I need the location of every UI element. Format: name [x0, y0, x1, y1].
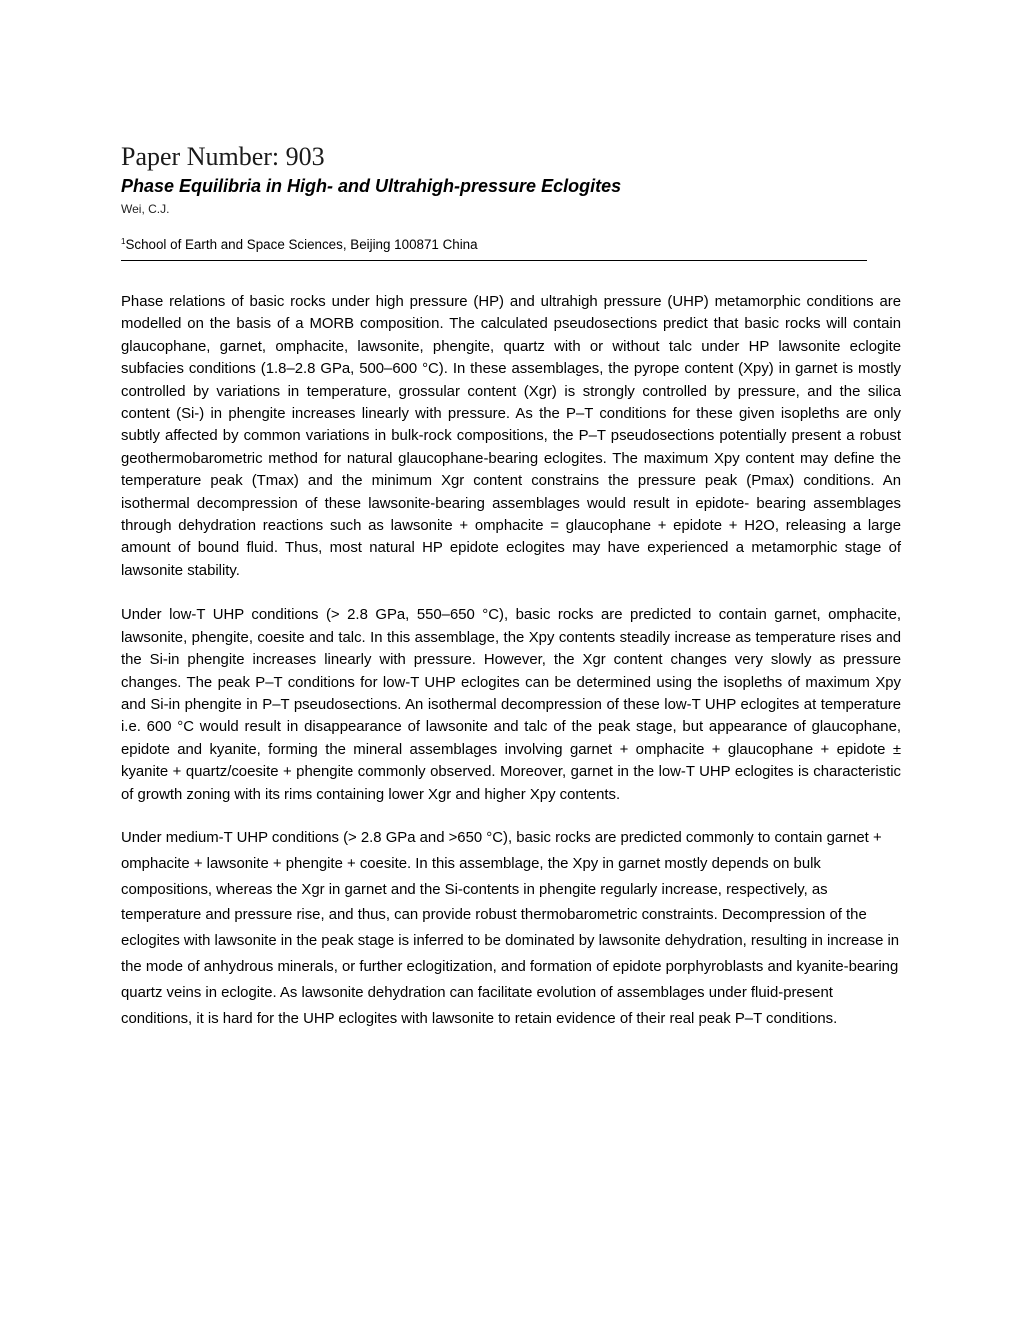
abstract-paragraph-hp: Phase relations of basic rocks under high pressure (HP) and ultrahigh pressure (UHP) metamorphic conditions are modelled on the basis of a MORB composition. The calculated pseudosections predict that basic rocks will contain glaucophane, garnet, omphacite, lawsonite, phengite, quartz with or without talc under HP lawsonite eclogite subfacies conditions (1.8–2.8 GPa, 500–600 °C). In these assemblages, the pyrope content (Xpy) in garnet is mostly controlled by variations in temperature, grossular content (Xgr) is strongly controlled by pressure, and the silica content (Si-) in phengite increases linearly with pressure. As the P–T conditions for these given isopleths are only subtly affected by common variations in bulk-rock compositions, the P–T pseudosections potentially present a robust geothermobarometric method for natural glaucophane-bearing eclogites. The maximum Xpy content may define the temperature peak (Tmax) and the minimum Xgr content constrains the pressure peak (Pmax) conditions. An isothermal decompression of these lawsonite-bearing assemblages would result in epidote- bearing assemblages through dehydration reactions such as lawsonite + omphacite = glaucophane + epidote + H2O, releasing a large amount of bound fluid. Thus, most natural HP epidote eclogites may have experienced a metamorphic stage of lawsonite stability.	[121, 294, 901, 579]
paper-number: Paper Number: 903	[121, 142, 325, 171]
document-content	[121, 140, 901, 1054]
abstract-paragraph-medium-t-uhp: Under medium-T UHP conditions (> 2.8 GPa and >650 °C), basic rocks are predicted commonly to contain garnet + omphacite + lawsonite + phengite + coesite. In this assemblage, the Xpy in garnet mostly depends on bulk compositions, whereas the Xgr in garnet and the Si-contents in phengite regularly increase, respectively, as temperature and pressure rise, and thus, can provide robust thermobarometric constraints. Decompression of the eclogites with lawsonite in the peak stage is inferred to be dominated by lawsonite dehydration, resulting in increase in the mode of anhydrous minerals, or further eclogitization, and formation of epidote porphyroblasts and kyanite-bearing quartz veins in eclogite. As lawsonite dehydration can facilitate evolution of assemblages under fluid-present conditions, it is hard for the UHP eclogites with lawsonite to retain evidence of their real peak P–T conditions.	[121, 829, 900, 1027]
abstract-body	[121, 291, 901, 1032]
paper-title: Phase Equilibria in High- and Ultrahigh-pressure Eclogites	[121, 176, 622, 196]
author-name: Wei, C.J.	[121, 202, 170, 216]
affiliation-marker: 1	[121, 237, 126, 246]
affiliation	[121, 236, 901, 254]
header-divider	[121, 260, 867, 261]
abstract-paragraph-low-t-uhp: Under low-T UHP conditions (> 2.8 GPa, 550–650 °C), basic rocks are predicted to contain garnet, omphacite, lawsonite, phengite, coesite and talc. In this assemblage, the Xpy contents steadily increase as temperature rises and the Si-in phengite increases linearly with pressure. However, the Xgr content changes very slowly as pressure changes. The peak P–T conditions for low-T UHP eclogites can be determined using the isopleths of maximum Xpy and Si-in phengite in P–T pseudosections. An isothermal decompression of these low-T UHP eclogites at temperature i.e. 600 °C would result in disappearance of lawsonite and talc of the peak stage, but appearance of glaucophane, epidote and kyanite, forming the mineral assemblages involving garnet + omphacite + glaucophane + epidote ± kyanite + quartz/coesite + phengite commonly observed. Moreover, garnet in the low-T UHP eclogites is characteristic of growth zoning with its rims containing lower Xgr and higher Xpy contents.	[121, 607, 901, 803]
authors	[121, 200, 901, 218]
affiliation-text: School of Earth and Space Sciences, Beijing 100871 China	[125, 237, 478, 252]
